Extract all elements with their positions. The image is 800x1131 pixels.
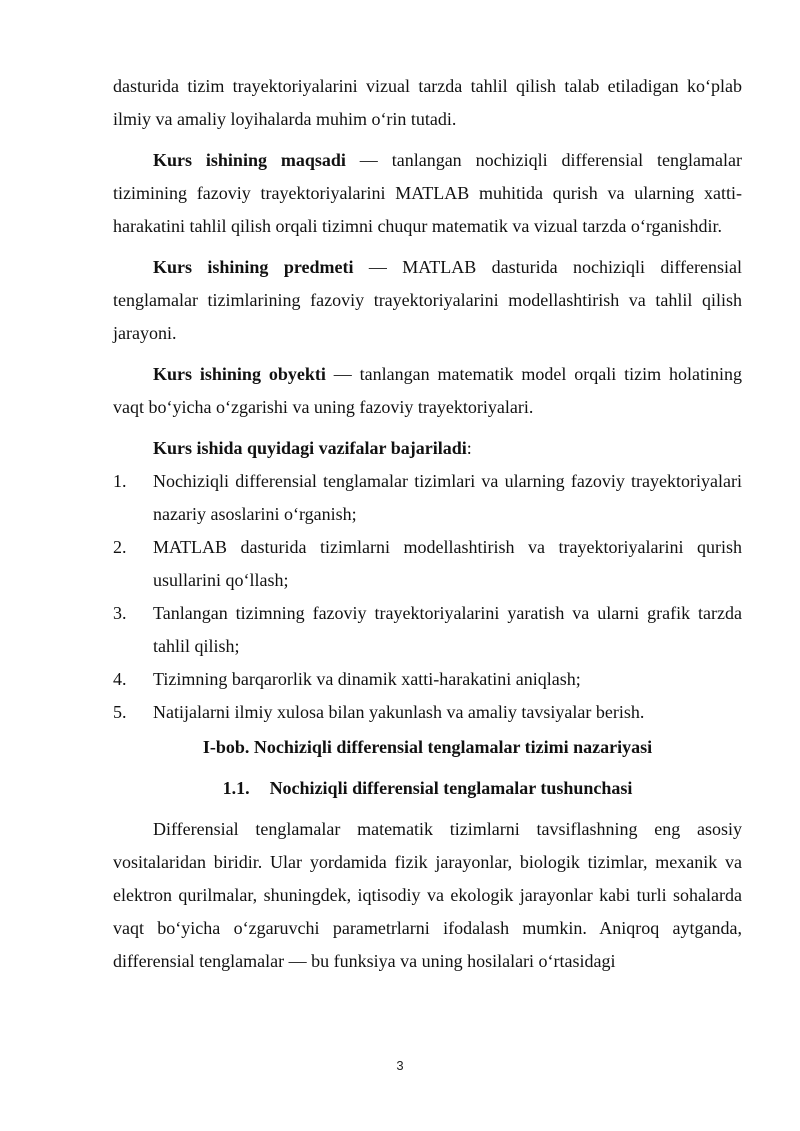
list-item [113, 663, 742, 696]
list-item-text: Tanlangan tizimning fazoviy trayektoriyalarini yaratish va ularni grafik tarzda tahlil qilish; [153, 603, 742, 656]
page-number: 3 [396, 1058, 404, 1073]
intro-continuation-paragraph: dasturida tizim trayektoriyalarini vizual tarzda tahlil qilish talab etiladigan koʻplab ilmiy va amaliy loyihalarda muhim oʻrin tutadi. [113, 76, 742, 129]
list-item-number: 3. [113, 603, 127, 623]
subject-term: Kurs ishining predmeti [153, 257, 354, 277]
object-term: Kurs ishining obyekti [153, 364, 326, 384]
list-item [113, 696, 742, 729]
object-paragraph [113, 358, 742, 424]
section-heading [113, 772, 742, 805]
section-paragraph: Differensial tenglamalar matematik tizimlarni tavsiflashning eng asosiy vositalaridan biridir. Ular yordamida fizik jarayonlar, biologik tizimlar, mexanik va elektron qurilmalar, shuningdek, iqtisodiy va ekologik jarayonlar kabi turli sohalarda vaqt boʻyicha oʻzgaruvchi parametrlarni ifodalash mumkin. Aniqroq aytganda, differensial tenglamalar — bu funksiya va uning hosilalari oʻrtasidagi [113, 819, 742, 971]
subject-text: — MATLAB dasturida nochiziqli differensial tenglamalar tizimlarining fazoviy trayektoriyalarini modellashtirish va tahlil qilish jarayoni. [113, 257, 742, 343]
document-page [113, 70, 742, 978]
tasks-intro-text: : [466, 438, 472, 458]
list-item-text: Natijalarni ilmiy xulosa bilan yakunlash va amaliy tavsiyalar berish. [153, 702, 645, 722]
list-item-number: 2. [113, 537, 127, 557]
chapter-heading: I-bob. Nochiziqli differensial tenglamalar tizimi nazariyasi [202, 737, 653, 757]
list-item-text: MATLAB dasturida tizimlarni modellashtirish va trayektoriyalarini qurish usullarini qoʻllash; [153, 537, 742, 590]
list-item [113, 597, 742, 663]
list-item-number: 1. [113, 471, 127, 491]
goal-paragraph [113, 144, 742, 243]
object-text: — tanlangan matematik model orqali tizim holatining vaqt boʻyicha oʻzgarishi va uning fazoviy trayektoriyalari. [113, 364, 742, 417]
list-item-number: 4. [113, 669, 127, 689]
list-item [113, 531, 742, 597]
list-item-number: 5. [113, 702, 127, 722]
goal-text: — tanlangan nochiziqli differensial tenglamalar tizimining fazoviy trayektoriyalarini MATLAB muhitida qurish va ularning xatti-harakatini tahlil qilish orqali tizimni chuqur matematik va vizual tarzda oʻrganishdir. [113, 150, 742, 236]
list-item-text: Tizimning barqarorlik va dinamik xatti-harakatini aniqlash; [153, 669, 581, 689]
list-item-text: Nochiziqli differensial tenglamalar tizimlari va ularning fazoviy trayektoriyalari nazariy asoslarini oʻrganish; [153, 471, 742, 524]
section-title: Nochiziqli differensial tenglamalar tushunchasi [269, 778, 633, 798]
list-item [113, 465, 742, 531]
section-number: 1.1. [222, 778, 250, 798]
tasks-intro-term: Kurs ishida quyidagi vazifalar bajariladi [153, 438, 467, 458]
goal-term: Kurs ishining maqsadi [153, 150, 346, 170]
tasks-list [113, 465, 742, 729]
subject-paragraph [113, 251, 742, 350]
tasks-intro-paragraph [113, 432, 742, 465]
